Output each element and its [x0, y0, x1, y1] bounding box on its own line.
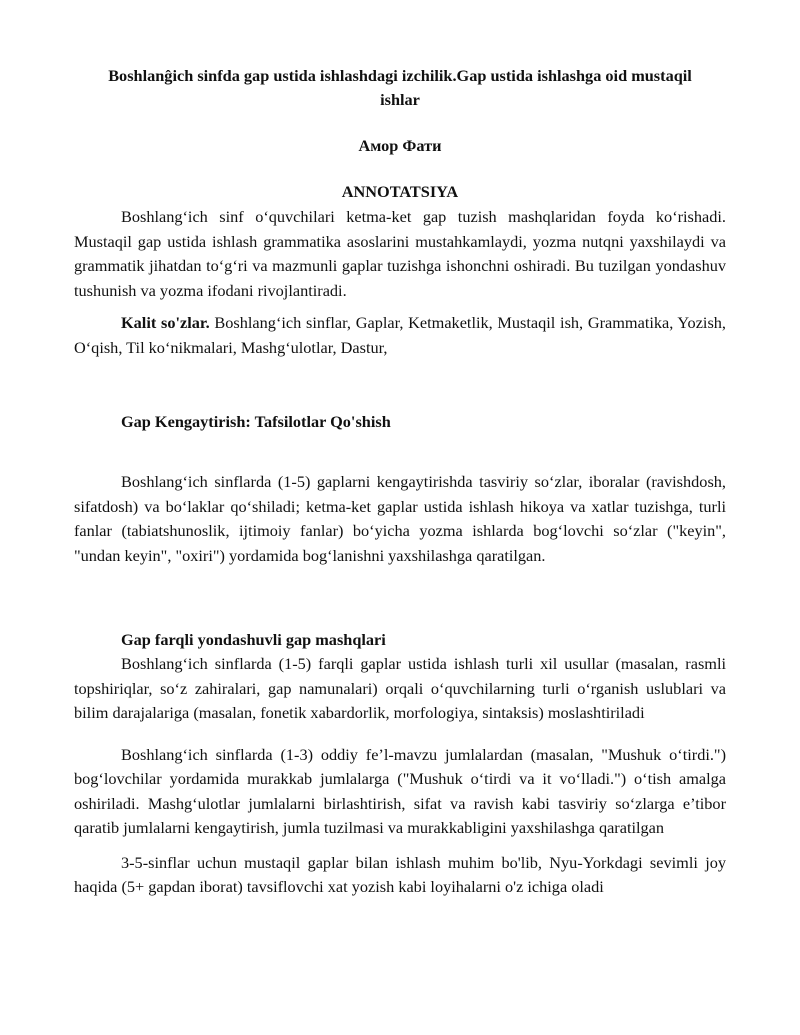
section-heading-gap-kengaytirish: Gap Kengaytirish: Tafsilotlar Qo'shish [121, 412, 391, 431]
keywords-list: Boshlang‘ich sinflar, Gaplar, Ketmaketlik, Mustaqil ish, Grammatika, Yozish, O‘qish, Til ko‘nikmalari, Mashg‘ulotlar, Dastur, [74, 313, 726, 357]
document-title: Boshlanĝich sinfda gap ustida ishlashdagi izchilik.Gap ustida ishlashga oid mustaqil ishlar [108, 66, 692, 109]
annotation-paragraph: Boshlang‘ich sinf o‘quvchilari ketma-ket gap tuzish mashqlaridan foyda ko‘rishadi. Mustaqil gap ustida ishlash grammatika asoslarini mustahkamlaydi, yozma nutqni yaxshilaydi va grammatik jihatdan to‘g‘ri va mazmunli gaplar tuzishga ishonchni oshiradi. Bu tuzilgan yondashuv tushunish va yozma ifodani rivojlantiradi. [74, 207, 726, 300]
section-paragraph-gap-kengaytirish: Boshlang‘ich sinflarda (1-5) gaplarni kengaytirishda tasviriy so‘zlar, iboralar (ravishdosh, sifatdosh) va bo‘laklar qo‘shiladi; ketma-ket gaplar ustida ishlash hikoya va xatlar tuzishga, turli fanlar (tabiatshunoslik, ijtimoiy fanlar) bo‘yicha yozma ishlarda bog‘lovchi so‘zlar ("keyin", "undan keyin", "oxiri") yordamida bog‘lanishni yaxshilashga qaratilgan. [74, 472, 726, 565]
paragraph-murakkab-jumlalar: Boshlang‘ich sinflarda (1-3) oddiy fe’l-mavzu jumlalardan (masalan, "Mushuk o‘tirdi.") bog‘lovchilar yordamida murakkab jumlalarga ("Mushuk o‘tirdi va it vo‘lladi.") o‘tish amalga oshiriladi. Mashg‘ulotlar jumlalarni birlashtirish, sifat va ravish kabi tasviriy so‘zlarga e’tibor qaratib jumlalarni kengaytirish, jumla tuzilmasi va murakkabligini yaxshilashga qaratilgan [74, 744, 726, 837]
annotation-heading: ANNOTATSIYA [341, 182, 459, 201]
keywords-label: Kalit so'zlar. [121, 313, 210, 332]
paragraph-mustaqil-gaplar: 3-5-sinflar uchun mustaqil gaplar bilan ishlash muhim bo'lib, Nyu-Yorkdagi sevimli joy haqida (5+ gapdan iborat) tavsiflovchi xat yozish kabi loyihalarni o'z ichiga oladi [74, 852, 726, 896]
section-paragraph-farqli-yondashuv: Boshlang‘ich sinflarda (1-5) farqli gaplar ustida ishlash turli xil usullar (masalan, rasmli topshiriqlar, so‘z zahiralari, gap namunalari) orqali o‘quvchilarning turli o‘rganish uslublari va bilim darajalariga (masalan, fonetik xabardorlik, morfologiya, sintaksis) moslashtiriladi [74, 654, 726, 722]
section-heading-farqli-yondashuv: Gap farqli yondashuvli gap mashqlari [121, 630, 386, 649]
keywords-paragraph [74, 311, 726, 360]
author-name: Амор Фати [358, 136, 442, 155]
